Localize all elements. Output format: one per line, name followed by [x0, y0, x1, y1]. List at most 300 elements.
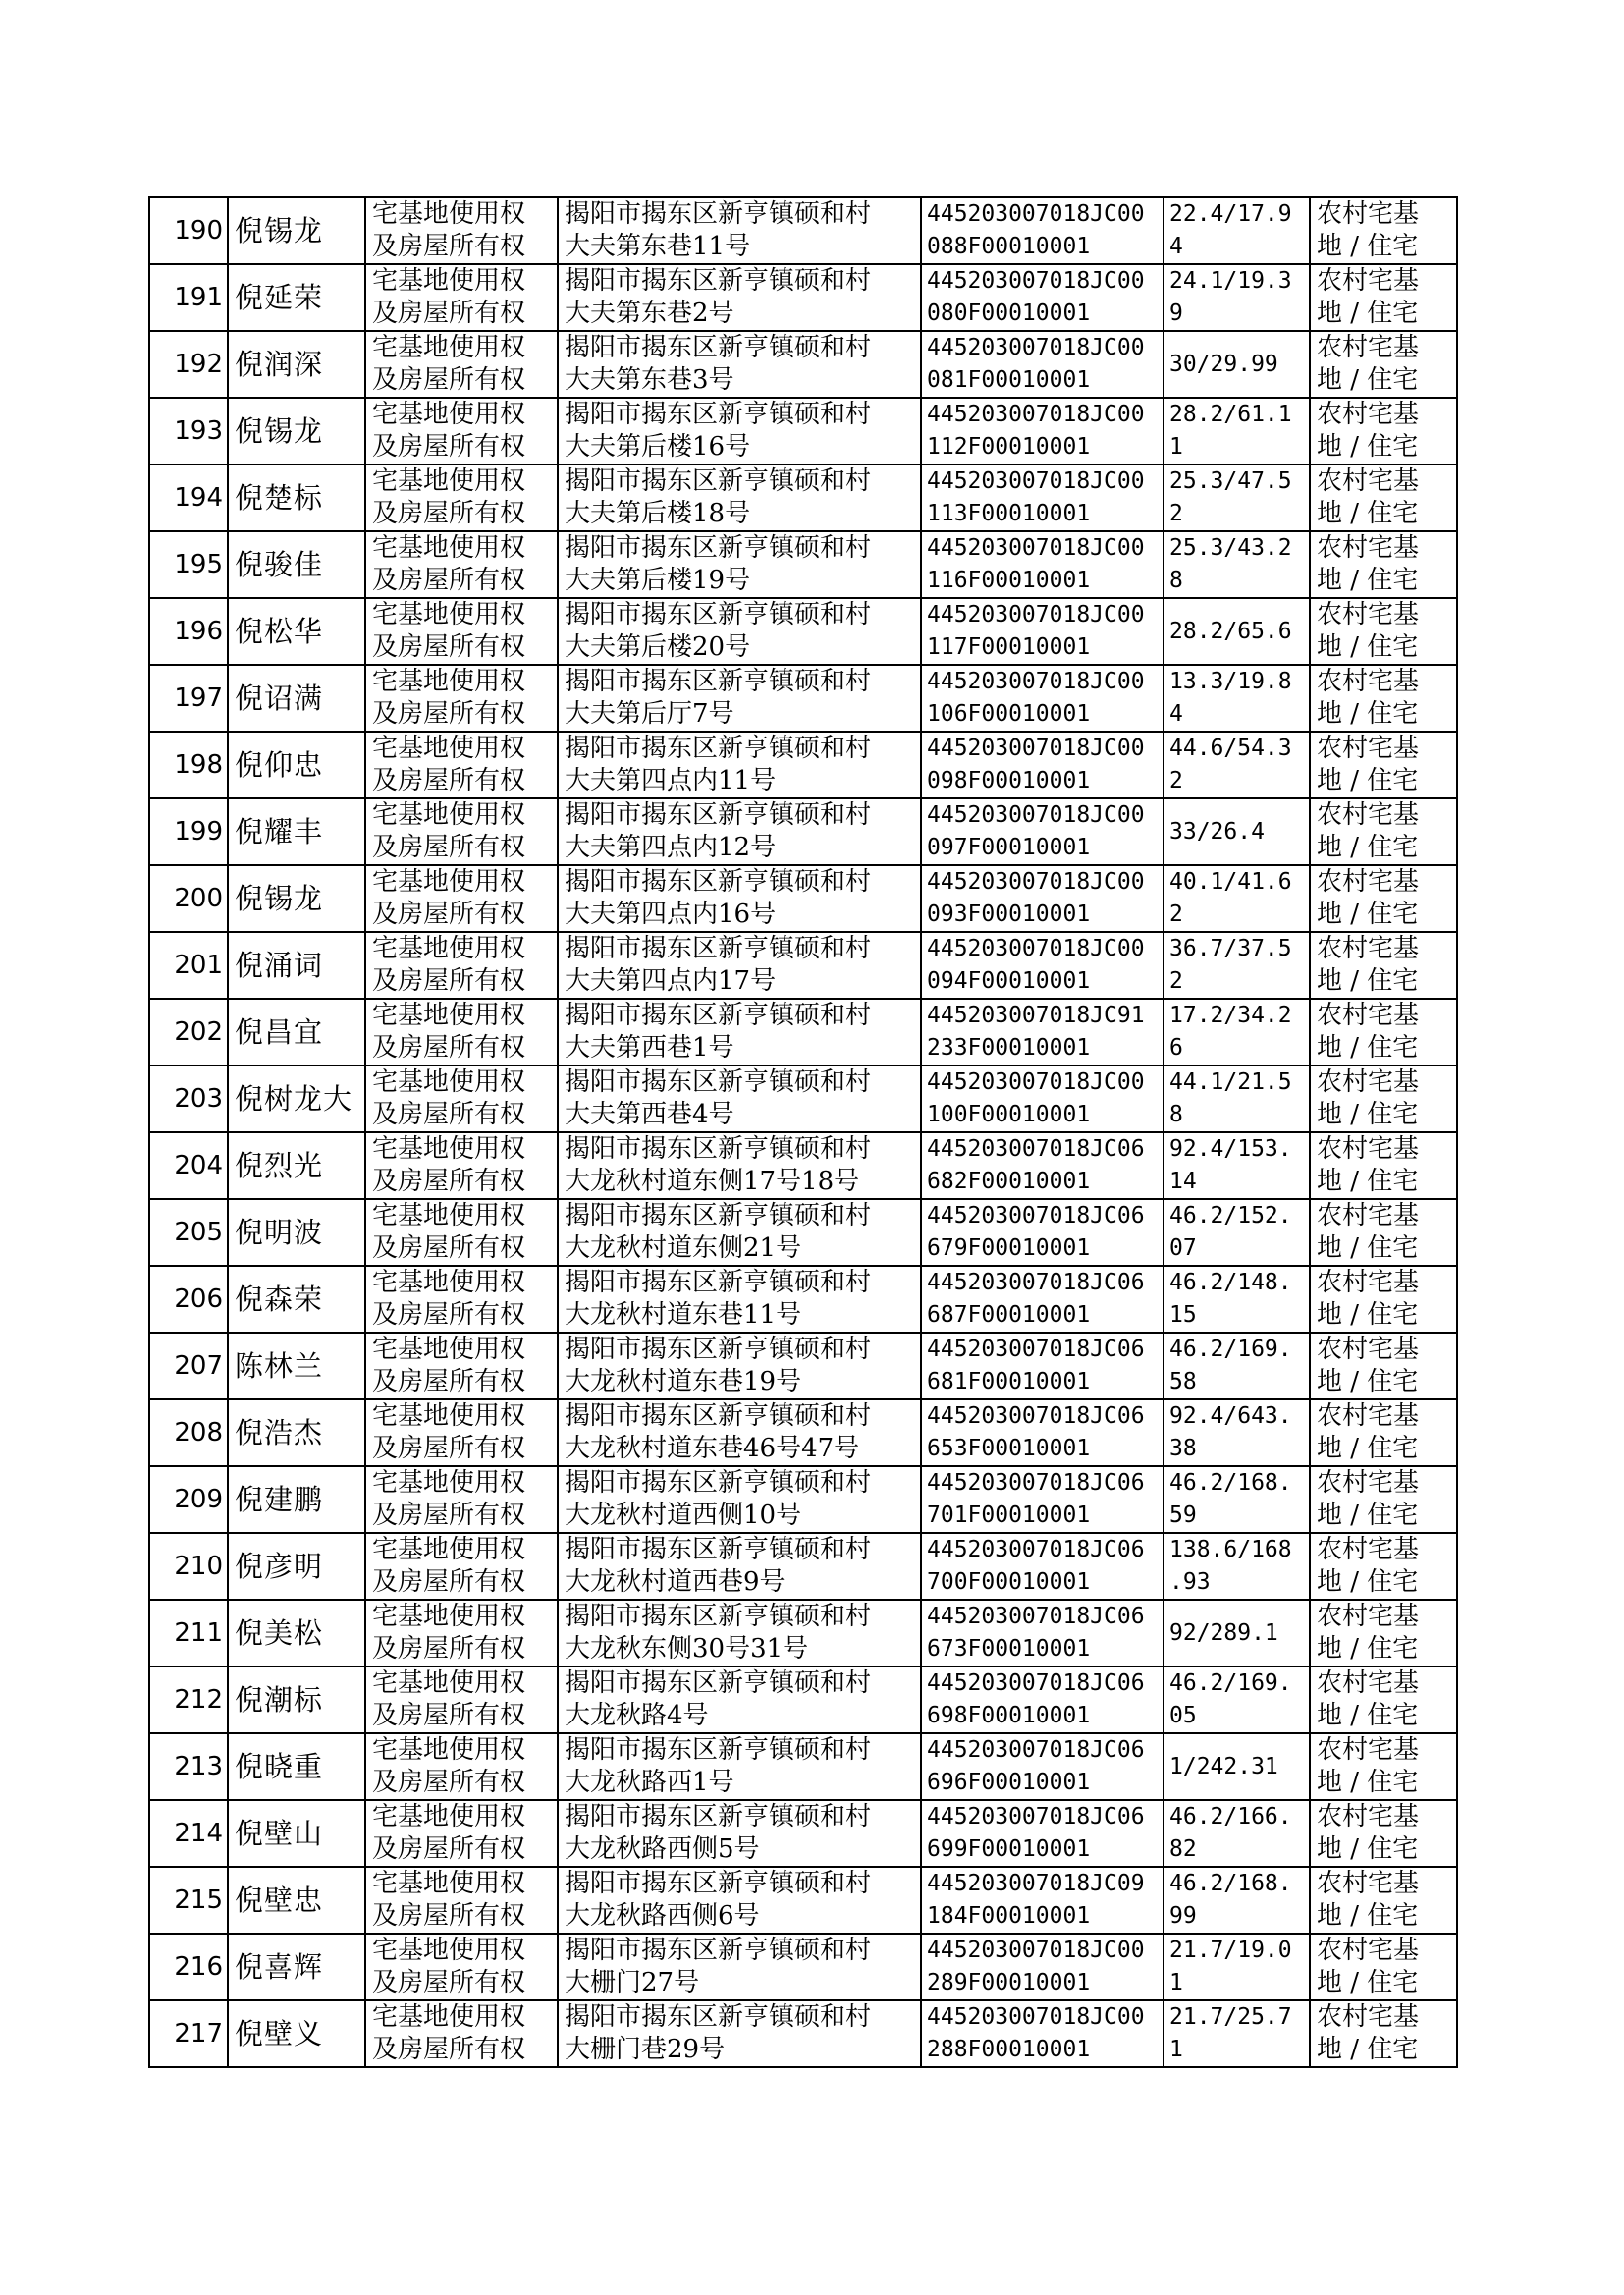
address-text: 揭阳市揭东区新亨镇硕和村 大龙秋路4号	[565, 1668, 872, 1730]
row-number-text: 216	[174, 1951, 223, 1982]
unit-number-cell	[921, 331, 1164, 398]
address-cell	[558, 665, 921, 732]
owner-name-cell	[228, 1800, 365, 1867]
unit-number-cell	[921, 865, 1164, 932]
area-cell	[1164, 798, 1310, 865]
owner-name-text: 倪昌宜	[235, 1014, 324, 1049]
address-text: 揭阳市揭东区新亨镇硕和村 大夫第后楼18号	[565, 466, 872, 528]
owner-name-cell	[228, 1266, 365, 1333]
address-cell	[558, 1466, 921, 1533]
right-type-cell	[365, 1934, 558, 2000]
address-text: 揭阳市揭东区新亨镇硕和村 大龙秋村道东侧21号	[565, 1201, 872, 1263]
area-cell	[1164, 932, 1310, 999]
usage-text: 农村宅基 地 / 住宅	[1317, 1535, 1420, 1597]
table-row	[149, 665, 1457, 732]
address-text: 揭阳市揭东区新亨镇硕和村 大夫第后楼19号	[565, 533, 872, 595]
owner-name-cell	[228, 665, 365, 732]
usage-text: 农村宅基 地 / 住宅	[1317, 1067, 1420, 1129]
table-row	[149, 2000, 1457, 2067]
area-text: 92.4/643. 38	[1169, 1403, 1292, 1461]
row-number-text: 213	[174, 1751, 223, 1781]
area-text: 44.6/54.3 2	[1169, 736, 1292, 793]
row-number-cell	[149, 464, 228, 531]
right-type-cell	[365, 798, 558, 865]
unit-number-text: 445203007018JC06 700F00010001	[927, 1537, 1145, 1595]
row-number-text: 202	[174, 1016, 223, 1047]
unit-number-cell	[921, 1934, 1164, 2000]
usage-cell	[1310, 398, 1457, 464]
unit-number-cell	[921, 1266, 1164, 1333]
owner-name-cell	[228, 197, 365, 264]
area-cell	[1164, 1466, 1310, 1533]
area-cell	[1164, 2000, 1310, 2067]
usage-cell	[1310, 1199, 1457, 1266]
right-type-cell	[365, 1333, 558, 1399]
right-type-text: 宅基地使用权 及房屋所有权	[372, 1067, 526, 1129]
unit-number-cell	[921, 398, 1164, 464]
unit-number-text: 445203007018JC06 696F00010001	[927, 1737, 1145, 1795]
owner-name-cell	[228, 999, 365, 1066]
area-cell	[1164, 331, 1310, 398]
right-type-cell	[365, 2000, 558, 2067]
row-number-text: 197	[174, 683, 223, 713]
address-text: 揭阳市揭东区新亨镇硕和村 大龙秋村道东巷19号	[565, 1335, 872, 1396]
area-cell	[1164, 1867, 1310, 1934]
usage-cell	[1310, 1399, 1457, 1466]
right-type-text: 宅基地使用权 及房屋所有权	[372, 1401, 526, 1463]
unit-number-text: 445203007018JC00 112F00010001	[927, 402, 1145, 460]
unit-number-text: 445203007018JC00 288F00010001	[927, 2004, 1145, 2062]
row-number-text: 210	[174, 1551, 223, 1581]
area-text: 92/289.1	[1169, 1619, 1278, 1646]
usage-text: 农村宅基 地 / 住宅	[1317, 1201, 1420, 1263]
unit-number-text: 445203007018JC06 698F00010001	[927, 1670, 1145, 1728]
row-number-cell	[149, 1399, 228, 1466]
unit-number-cell	[921, 464, 1164, 531]
unit-number-cell	[921, 1600, 1164, 1667]
address-text: 揭阳市揭东区新亨镇硕和村 大夫第东巷11号	[565, 199, 872, 261]
table-row	[149, 1466, 1457, 1533]
row-number-text: 207	[174, 1350, 223, 1381]
right-type-text: 宅基地使用权 及房屋所有权	[372, 1869, 526, 1931]
address-cell	[558, 264, 921, 331]
usage-cell	[1310, 798, 1457, 865]
address-cell	[558, 1667, 921, 1733]
owner-name-text: 倪壁忠	[235, 1883, 324, 1917]
usage-cell	[1310, 1132, 1457, 1199]
table-row	[149, 598, 1457, 665]
table-row	[149, 1399, 1457, 1466]
usage-text: 农村宅基 地 / 住宅	[1317, 466, 1420, 528]
usage-cell	[1310, 598, 1457, 665]
row-number-cell	[149, 1333, 228, 1399]
usage-cell	[1310, 665, 1457, 732]
right-type-text: 宅基地使用权 及房屋所有权	[372, 600, 526, 662]
usage-cell	[1310, 464, 1457, 531]
right-type-cell	[365, 732, 558, 798]
address-text: 揭阳市揭东区新亨镇硕和村 大龙秋路西1号	[565, 1735, 872, 1797]
usage-text: 农村宅基 地 / 住宅	[1317, 1468, 1420, 1530]
owner-name-text: 倪美松	[235, 1615, 324, 1650]
unit-number-cell	[921, 1333, 1164, 1399]
table-row	[149, 1867, 1457, 1934]
table-row	[149, 1667, 1457, 1733]
owner-name-text: 倪建鹏	[235, 1482, 324, 1516]
address-text: 揭阳市揭东区新亨镇硕和村 大夫第四点内12号	[565, 800, 872, 862]
row-number-text: 198	[174, 749, 223, 780]
row-number-cell	[149, 932, 228, 999]
right-type-cell	[365, 665, 558, 732]
row-number-cell	[149, 398, 228, 464]
right-type-text: 宅基地使用权 及房屋所有权	[372, 199, 526, 261]
row-number-text: 204	[174, 1150, 223, 1180]
right-type-cell	[365, 331, 558, 398]
area-cell	[1164, 999, 1310, 1066]
unit-number-text: 445203007018JC91 233F00010001	[927, 1003, 1145, 1061]
table-row	[149, 932, 1457, 999]
owner-name-cell	[228, 1199, 365, 1266]
area-text: 44.1/21.5 8	[1169, 1069, 1292, 1127]
right-type-cell	[365, 865, 558, 932]
area-cell	[1164, 1934, 1310, 2000]
owner-name-text: 倪彦明	[235, 1549, 324, 1583]
right-type-text: 宅基地使用权 及房屋所有权	[372, 333, 526, 395]
row-number-text: 192	[174, 349, 223, 379]
address-cell	[558, 865, 921, 932]
right-type-text: 宅基地使用权 及房屋所有权	[372, 867, 526, 929]
usage-text: 农村宅基 地 / 住宅	[1317, 1134, 1420, 1196]
right-type-cell	[365, 1199, 558, 1266]
right-type-cell	[365, 464, 558, 531]
row-number-cell	[149, 732, 228, 798]
area-cell	[1164, 598, 1310, 665]
area-text: 22.4/17.9 4	[1169, 201, 1292, 259]
owner-name-text: 倪楚标	[235, 480, 324, 515]
area-text: 46.2/168. 99	[1169, 1871, 1292, 1929]
owner-name-text: 倪仰忠	[235, 747, 324, 782]
right-type-text: 宅基地使用权 及房屋所有权	[372, 1335, 526, 1396]
unit-number-cell	[921, 732, 1164, 798]
area-cell	[1164, 1800, 1310, 1867]
owner-name-text: 倪烈光	[235, 1148, 324, 1182]
row-number-text: 195	[174, 549, 223, 579]
row-number-cell	[149, 1132, 228, 1199]
usage-text: 农村宅基 地 / 住宅	[1317, 1668, 1420, 1730]
row-number-cell	[149, 264, 228, 331]
unit-number-text: 445203007018JC00 088F00010001	[927, 201, 1145, 259]
table-row	[149, 999, 1457, 1066]
area-text: 40.1/41.6 2	[1169, 869, 1292, 927]
row-number-text: 208	[174, 1417, 223, 1448]
usage-cell	[1310, 264, 1457, 331]
usage-text: 农村宅基 地 / 住宅	[1317, 1602, 1420, 1664]
address-cell	[558, 331, 921, 398]
address-text: 揭阳市揭东区新亨镇硕和村 大夫第后厅7号	[565, 667, 872, 729]
right-type-cell	[365, 932, 558, 999]
owner-name-cell	[228, 1399, 365, 1466]
right-type-text: 宅基地使用权 及房屋所有权	[372, 1468, 526, 1530]
usage-cell	[1310, 999, 1457, 1066]
row-number-cell	[149, 1533, 228, 1600]
usage-text: 农村宅基 地 / 住宅	[1317, 1735, 1420, 1797]
usage-cell	[1310, 1934, 1457, 2000]
registry-table	[148, 196, 1458, 2068]
usage-text: 农村宅基 地 / 住宅	[1317, 1869, 1420, 1931]
right-type-text: 宅基地使用权 及房屋所有权	[372, 266, 526, 328]
area-text: 36.7/37.5 2	[1169, 936, 1292, 994]
owner-name-text: 倪延荣	[235, 280, 324, 314]
row-number-cell	[149, 197, 228, 264]
unit-number-text: 445203007018JC00 093F00010001	[927, 869, 1145, 927]
unit-number-text: 445203007018JC00 100F00010001	[927, 1069, 1145, 1127]
unit-number-text: 445203007018JC00 094F00010001	[927, 936, 1145, 994]
row-number-cell	[149, 331, 228, 398]
usage-cell	[1310, 732, 1457, 798]
owner-name-cell	[228, 1733, 365, 1800]
unit-number-text: 445203007018JC00 106F00010001	[927, 669, 1145, 727]
right-type-text: 宅基地使用权 及房屋所有权	[372, 1535, 526, 1597]
area-cell	[1164, 665, 1310, 732]
right-type-cell	[365, 999, 558, 1066]
usage-cell	[1310, 1333, 1457, 1399]
owner-name-text: 倪浩杰	[235, 1415, 324, 1449]
row-number-text: 194	[174, 482, 223, 513]
address-cell	[558, 999, 921, 1066]
address-text: 揭阳市揭东区新亨镇硕和村 大夫第四点内11号	[565, 734, 872, 795]
usage-text: 农村宅基 地 / 住宅	[1317, 266, 1420, 328]
table-row	[149, 1199, 1457, 1266]
area-text: 46.2/169. 05	[1169, 1670, 1292, 1728]
owner-name-cell	[228, 865, 365, 932]
address-cell	[558, 1066, 921, 1132]
usage-cell	[1310, 1867, 1457, 1934]
right-type-text: 宅基地使用权 及房屋所有权	[372, 2002, 526, 2064]
area-text: 46.2/168. 59	[1169, 1470, 1292, 1528]
owner-name-cell	[228, 1600, 365, 1667]
address-text: 揭阳市揭东区新亨镇硕和村 大夫第四点内16号	[565, 867, 872, 929]
owner-name-text: 倪涌词	[235, 948, 324, 982]
usage-text: 农村宅基 地 / 住宅	[1317, 867, 1420, 929]
unit-number-text: 445203007018JC06 699F00010001	[927, 1804, 1145, 1862]
usage-cell	[1310, 1266, 1457, 1333]
table-row	[149, 398, 1457, 464]
owner-name-text: 倪骏佳	[235, 547, 324, 581]
unit-number-cell	[921, 264, 1164, 331]
owner-name-text: 倪潮标	[235, 1682, 324, 1717]
usage-text: 农村宅基 地 / 住宅	[1317, 800, 1420, 862]
row-number-cell	[149, 598, 228, 665]
owner-name-text: 倪锡龙	[235, 881, 324, 915]
row-number-cell	[149, 1800, 228, 1867]
table-row	[149, 1066, 1457, 1132]
unit-number-cell	[921, 1132, 1164, 1199]
right-type-text: 宅基地使用权 及房屋所有权	[372, 1268, 526, 1330]
unit-number-text: 445203007018JC09 184F00010001	[927, 1871, 1145, 1929]
unit-number-text: 445203007018JC00 117F00010001	[927, 602, 1145, 660]
owner-name-cell	[228, 2000, 365, 2067]
row-number-text: 209	[174, 1484, 223, 1514]
row-number-text: 191	[174, 282, 223, 312]
address-cell	[558, 1533, 921, 1600]
address-cell	[558, 1266, 921, 1333]
usage-cell	[1310, 531, 1457, 598]
usage-text: 农村宅基 地 / 住宅	[1317, 1802, 1420, 1864]
usage-text: 农村宅基 地 / 住宅	[1317, 934, 1420, 996]
address-cell	[558, 1867, 921, 1934]
row-number-cell	[149, 531, 228, 598]
table-row	[149, 732, 1457, 798]
address-text: 揭阳市揭东区新亨镇硕和村 大夫第西巷1号	[565, 1001, 872, 1063]
address-text: 揭阳市揭东区新亨镇硕和村 大夫第后楼20号	[565, 600, 872, 662]
owner-name-cell	[228, 264, 365, 331]
usage-cell	[1310, 1533, 1457, 1600]
row-number-text: 190	[174, 215, 223, 246]
usage-cell	[1310, 1733, 1457, 1800]
area-text: 33/26.4	[1169, 818, 1265, 845]
right-type-cell	[365, 1266, 558, 1333]
owner-name-text: 倪松华	[235, 614, 324, 648]
right-type-text: 宅基地使用权 及房屋所有权	[372, 1936, 526, 1997]
usage-text: 农村宅基 地 / 住宅	[1317, 333, 1420, 395]
area-cell	[1164, 1533, 1310, 1600]
right-type-cell	[365, 398, 558, 464]
right-type-text: 宅基地使用权 及房屋所有权	[372, 667, 526, 729]
usage-cell	[1310, 1466, 1457, 1533]
owner-name-cell	[228, 1466, 365, 1533]
address-text: 揭阳市揭东区新亨镇硕和村 大龙秋路西侧5号	[565, 1802, 872, 1864]
unit-number-text: 445203007018JC00 116F00010001	[927, 535, 1145, 593]
area-cell	[1164, 732, 1310, 798]
row-number-text: 215	[174, 1885, 223, 1915]
row-number-cell	[149, 1733, 228, 1800]
row-number-cell	[149, 999, 228, 1066]
usage-cell	[1310, 331, 1457, 398]
usage-text: 农村宅基 地 / 住宅	[1317, 1401, 1420, 1463]
area-text: 21.7/25.7 1	[1169, 2004, 1292, 2062]
usage-cell	[1310, 2000, 1457, 2067]
area-text: 24.1/19.3 9	[1169, 268, 1292, 326]
unit-number-text: 445203007018JC06 682F00010001	[927, 1136, 1145, 1194]
owner-name-cell	[228, 1934, 365, 2000]
right-type-text: 宅基地使用权 及房屋所有权	[372, 1001, 526, 1063]
row-number-cell	[149, 2000, 228, 2067]
owner-name-text: 倪锡龙	[235, 413, 324, 448]
row-number-cell	[149, 1600, 228, 1667]
owner-name-cell	[228, 1533, 365, 1600]
unit-number-cell	[921, 1867, 1164, 1934]
owner-name-text: 倪森荣	[235, 1282, 324, 1316]
usage-text: 农村宅基 地 / 住宅	[1317, 667, 1420, 729]
owner-name-cell	[228, 932, 365, 999]
owner-name-text: 倪晓重	[235, 1749, 324, 1783]
address-cell	[558, 1600, 921, 1667]
row-number-text: 212	[174, 1684, 223, 1715]
address-cell	[558, 197, 921, 264]
unit-number-cell	[921, 1800, 1164, 1867]
table-row	[149, 264, 1457, 331]
area-text: 25.3/43.2 8	[1169, 535, 1292, 593]
owner-name-text: 倪诏满	[235, 681, 324, 715]
address-text: 揭阳市揭东区新亨镇硕和村 大夫第后楼16号	[565, 400, 872, 462]
usage-cell	[1310, 932, 1457, 999]
owner-name-text: 倪锡龙	[235, 213, 324, 247]
owner-name-text: 倪树龙大	[235, 1081, 353, 1116]
address-text: 揭阳市揭东区新亨镇硕和村 大龙秋东侧30号31号	[565, 1602, 872, 1664]
unit-number-cell	[921, 1066, 1164, 1132]
address-cell	[558, 531, 921, 598]
area-text: 92.4/153. 14	[1169, 1136, 1292, 1194]
table-row	[149, 1934, 1457, 2000]
address-text: 揭阳市揭东区新亨镇硕和村 大龙秋村道西巷9号	[565, 1535, 872, 1597]
area-cell	[1164, 531, 1310, 598]
address-cell	[558, 1132, 921, 1199]
address-text: 揭阳市揭东区新亨镇硕和村 大龙秋村道西侧10号	[565, 1468, 872, 1530]
address-text: 揭阳市揭东区新亨镇硕和村 大夫第西巷4号	[565, 1067, 872, 1129]
area-cell	[1164, 398, 1310, 464]
right-type-text: 宅基地使用权 及房屋所有权	[372, 934, 526, 996]
area-cell	[1164, 1733, 1310, 1800]
unit-number-text: 445203007018JC06 679F00010001	[927, 1203, 1145, 1261]
usage-text: 农村宅基 地 / 住宅	[1317, 533, 1420, 595]
right-type-cell	[365, 1466, 558, 1533]
right-type-text: 宅基地使用权 及房屋所有权	[372, 400, 526, 462]
usage-text: 农村宅基 地 / 住宅	[1317, 1001, 1420, 1063]
area-text: 138.6/168 .93	[1169, 1537, 1292, 1595]
area-text: 13.3/19.8 4	[1169, 669, 1292, 727]
right-type-text: 宅基地使用权 及房屋所有权	[372, 1602, 526, 1664]
owner-name-cell	[228, 798, 365, 865]
area-text: 46.2/169. 58	[1169, 1337, 1292, 1394]
unit-number-text: 445203007018JC06 681F00010001	[927, 1337, 1145, 1394]
area-text: 46.2/166. 82	[1169, 1804, 1292, 1862]
unit-number-cell	[921, 1533, 1164, 1600]
usage-cell	[1310, 1667, 1457, 1733]
area-cell	[1164, 865, 1310, 932]
unit-number-cell	[921, 1399, 1164, 1466]
unit-number-cell	[921, 1733, 1164, 1800]
row-number-cell	[149, 1199, 228, 1266]
unit-number-cell	[921, 2000, 1164, 2067]
right-type-text: 宅基地使用权 及房屋所有权	[372, 800, 526, 862]
row-number-cell	[149, 1867, 228, 1934]
area-text: 28.2/65.6	[1169, 618, 1292, 644]
table-row	[149, 197, 1457, 264]
right-type-text: 宅基地使用权 及房屋所有权	[372, 1668, 526, 1730]
row-number-cell	[149, 865, 228, 932]
owner-name-cell	[228, 531, 365, 598]
owner-name-cell	[228, 331, 365, 398]
area-text: 17.2/34.2 6	[1169, 1003, 1292, 1061]
usage-text: 农村宅基 地 / 住宅	[1317, 1936, 1420, 1997]
address-text: 揭阳市揭东区新亨镇硕和村 大栅门27号	[565, 1936, 872, 1997]
owner-name-text: 倪喜辉	[235, 1949, 324, 1984]
right-type-cell	[365, 1667, 558, 1733]
table-row	[149, 1333, 1457, 1399]
table-row	[149, 798, 1457, 865]
owner-name-cell	[228, 1867, 365, 1934]
unit-number-cell	[921, 1466, 1164, 1533]
owner-name-cell	[228, 598, 365, 665]
row-number-text: 206	[174, 1284, 223, 1314]
right-type-text: 宅基地使用权 及房屋所有权	[372, 1735, 526, 1797]
owner-name-text: 倪壁义	[235, 2016, 324, 2050]
address-text: 揭阳市揭东区新亨镇硕和村 大夫第东巷2号	[565, 266, 872, 328]
row-number-cell	[149, 798, 228, 865]
area-text: 30/29.99	[1169, 351, 1278, 377]
right-type-cell	[365, 1733, 558, 1800]
unit-number-cell	[921, 1199, 1164, 1266]
owner-name-text: 倪润深	[235, 347, 324, 381]
